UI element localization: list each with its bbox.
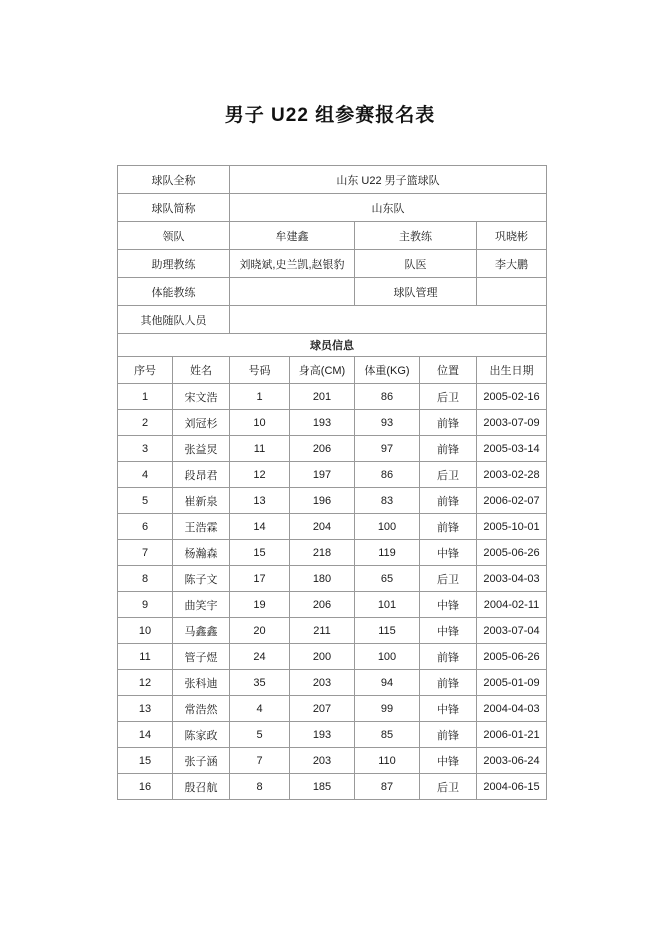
player-name-cell: 王浩霖 — [173, 514, 230, 540]
players-section-title: 球员信息 — [118, 334, 547, 357]
player-birthdate-cell: 2005-06-26 — [477, 540, 547, 566]
table-row — [118, 488, 547, 514]
player-birthdate-cell: 2006-02-07 — [477, 488, 547, 514]
table-row — [118, 618, 547, 644]
player-name-cell: 宋文浩 — [173, 384, 230, 410]
player-weight-cell: 83 — [355, 488, 420, 514]
team-field-label: 队医 — [355, 250, 477, 278]
player-number-cell: 13 — [230, 488, 290, 514]
player-position-cell: 中锋 — [420, 748, 477, 774]
table-row — [118, 514, 547, 540]
player-index-cell: 16 — [118, 774, 173, 800]
player-birthdate-cell: 2003-07-09 — [477, 410, 547, 436]
player-height-cell: 207 — [290, 696, 355, 722]
team-field-label: 球队简称 — [118, 194, 230, 222]
player-weight-cell: 101 — [355, 592, 420, 618]
player-name-cell: 曲笑宇 — [173, 592, 230, 618]
player-weight-cell: 100 — [355, 644, 420, 670]
team-shortname-row — [118, 194, 547, 222]
player-name-cell: 管子煜 — [173, 644, 230, 670]
assistant-doctor-row — [118, 250, 547, 278]
player-position-cell: 前锋 — [420, 644, 477, 670]
player-position-cell: 前锋 — [420, 410, 477, 436]
player-birthdate-cell: 2006-01-21 — [477, 722, 547, 748]
registration-form — [117, 165, 546, 800]
table-row — [118, 436, 547, 462]
player-position-cell: 前锋 — [420, 436, 477, 462]
team-field-value: 牟建鑫 — [230, 222, 355, 250]
player-name-cell: 张子涵 — [173, 748, 230, 774]
table-row — [118, 592, 547, 618]
players-header-row — [118, 357, 547, 384]
player-height-cell: 185 — [290, 774, 355, 800]
player-index-cell: 7 — [118, 540, 173, 566]
team-field-label: 其他随队人员 — [118, 306, 230, 334]
table-row — [118, 722, 547, 748]
player-index-cell: 8 — [118, 566, 173, 592]
player-birthdate-cell: 2005-02-16 — [477, 384, 547, 410]
player-name-cell: 段昂君 — [173, 462, 230, 488]
leader-coach-row — [118, 222, 547, 250]
player-birthdate-cell: 2005-10-01 — [477, 514, 547, 540]
player-name-cell: 崔新泉 — [173, 488, 230, 514]
player-number-cell: 1 — [230, 384, 290, 410]
player-birthdate-cell: 2005-06-26 — [477, 644, 547, 670]
player-index-cell: 5 — [118, 488, 173, 514]
players-section-row — [118, 334, 547, 357]
player-position-cell: 后卫 — [420, 774, 477, 800]
player-position-cell: 中锋 — [420, 618, 477, 644]
player-weight-cell: 99 — [355, 696, 420, 722]
player-number-cell: 5 — [230, 722, 290, 748]
player-height-cell: 218 — [290, 540, 355, 566]
player-weight-cell: 97 — [355, 436, 420, 462]
player-name-cell: 常浩然 — [173, 696, 230, 722]
player-height-cell: 206 — [290, 436, 355, 462]
table-row — [118, 410, 547, 436]
player-position-cell: 前锋 — [420, 722, 477, 748]
player-number-cell: 12 — [230, 462, 290, 488]
table-row — [118, 566, 547, 592]
player-index-cell: 1 — [118, 384, 173, 410]
player-height-cell: 206 — [290, 592, 355, 618]
player-index-cell: 12 — [118, 670, 173, 696]
player-name-cell: 陈子文 — [173, 566, 230, 592]
player-index-cell: 6 — [118, 514, 173, 540]
player-birthdate-cell: 2003-07-04 — [477, 618, 547, 644]
player-birthdate-cell: 2005-01-09 — [477, 670, 547, 696]
other-staff-row — [118, 306, 547, 334]
table-row — [118, 462, 547, 488]
player-index-cell: 14 — [118, 722, 173, 748]
player-height-cell: 200 — [290, 644, 355, 670]
player-height-cell: 204 — [290, 514, 355, 540]
player-index-cell: 4 — [118, 462, 173, 488]
registration-table — [117, 165, 547, 800]
player-index-cell: 2 — [118, 410, 173, 436]
column-header: 号码 — [230, 357, 290, 384]
player-index-cell: 10 — [118, 618, 173, 644]
player-number-cell: 14 — [230, 514, 290, 540]
player-weight-cell: 86 — [355, 462, 420, 488]
player-height-cell: 193 — [290, 410, 355, 436]
player-name-cell: 马鑫鑫 — [173, 618, 230, 644]
player-number-cell: 19 — [230, 592, 290, 618]
player-position-cell: 后卫 — [420, 566, 477, 592]
team-field-label: 球队全称 — [118, 166, 230, 194]
team-field-value: 山东队 — [230, 194, 547, 222]
player-height-cell: 201 — [290, 384, 355, 410]
player-number-cell: 24 — [230, 644, 290, 670]
column-header: 出生日期 — [477, 357, 547, 384]
column-header: 位置 — [420, 357, 477, 384]
player-height-cell: 203 — [290, 748, 355, 774]
player-number-cell: 20 — [230, 618, 290, 644]
player-position-cell: 前锋 — [420, 514, 477, 540]
team-field-value: 李大鹏 — [477, 250, 547, 278]
team-field-label: 领队 — [118, 222, 230, 250]
player-weight-cell: 65 — [355, 566, 420, 592]
column-header: 姓名 — [173, 357, 230, 384]
player-name-cell: 张益炅 — [173, 436, 230, 462]
players-table-body — [118, 384, 547, 800]
fitness-manager-row — [118, 278, 547, 306]
team-field-value: 巩晓彬 — [477, 222, 547, 250]
player-weight-cell: 86 — [355, 384, 420, 410]
player-position-cell: 中锋 — [420, 540, 477, 566]
player-number-cell: 17 — [230, 566, 290, 592]
player-weight-cell: 110 — [355, 748, 420, 774]
team-field-value — [230, 306, 547, 334]
player-name-cell: 张科迪 — [173, 670, 230, 696]
player-weight-cell: 119 — [355, 540, 420, 566]
player-height-cell: 180 — [290, 566, 355, 592]
team-field-label: 助理教练 — [118, 250, 230, 278]
player-birthdate-cell: 2003-02-28 — [477, 462, 547, 488]
team-field-label: 球队管理 — [355, 278, 477, 306]
player-index-cell: 11 — [118, 644, 173, 670]
player-height-cell: 196 — [290, 488, 355, 514]
player-name-cell: 刘冠杉 — [173, 410, 230, 436]
team-name-row — [118, 166, 547, 194]
player-index-cell: 9 — [118, 592, 173, 618]
player-number-cell: 8 — [230, 774, 290, 800]
player-weight-cell: 85 — [355, 722, 420, 748]
team-field-label: 体能教练 — [118, 278, 230, 306]
player-height-cell: 197 — [290, 462, 355, 488]
page-title: 男子 U22 组参赛报名表 — [224, 105, 436, 126]
team-field-value — [230, 278, 355, 306]
player-position-cell: 前锋 — [420, 670, 477, 696]
player-name-cell: 殷召航 — [173, 774, 230, 800]
column-header: 序号 — [118, 357, 173, 384]
player-birthdate-cell: 2004-02-11 — [477, 592, 547, 618]
player-name-cell: 陈家政 — [173, 722, 230, 748]
player-number-cell: 35 — [230, 670, 290, 696]
player-height-cell: 203 — [290, 670, 355, 696]
team-field-value: 山东 U22 男子篮球队 — [230, 166, 547, 194]
player-birthdate-cell: 2004-06-15 — [477, 774, 547, 800]
player-position-cell: 后卫 — [420, 462, 477, 488]
player-weight-cell: 87 — [355, 774, 420, 800]
table-row — [118, 540, 547, 566]
player-position-cell: 后卫 — [420, 384, 477, 410]
player-birthdate-cell: 2005-03-14 — [477, 436, 547, 462]
player-weight-cell: 115 — [355, 618, 420, 644]
player-birthdate-cell: 2003-04-03 — [477, 566, 547, 592]
player-number-cell: 15 — [230, 540, 290, 566]
player-number-cell: 11 — [230, 436, 290, 462]
player-number-cell: 7 — [230, 748, 290, 774]
column-header: 身高(CM) — [290, 357, 355, 384]
table-row — [118, 670, 547, 696]
team-field-value: 刘晓斌,史兰凯,赵银豹 — [230, 250, 355, 278]
table-row — [118, 644, 547, 670]
team-field-label: 主教练 — [355, 222, 477, 250]
team-field-value — [477, 278, 547, 306]
player-number-cell: 4 — [230, 696, 290, 722]
player-name-cell: 杨瀚森 — [173, 540, 230, 566]
table-row — [118, 748, 547, 774]
player-number-cell: 10 — [230, 410, 290, 436]
player-weight-cell: 93 — [355, 410, 420, 436]
player-weight-cell: 100 — [355, 514, 420, 540]
player-index-cell: 15 — [118, 748, 173, 774]
table-row — [118, 696, 547, 722]
table-row — [118, 774, 547, 800]
player-birthdate-cell: 2003-06-24 — [477, 748, 547, 774]
player-position-cell: 中锋 — [420, 592, 477, 618]
player-birthdate-cell: 2004-04-03 — [477, 696, 547, 722]
player-height-cell: 211 — [290, 618, 355, 644]
player-weight-cell: 94 — [355, 670, 420, 696]
player-height-cell: 193 — [290, 722, 355, 748]
column-header: 体重(KG) — [355, 357, 420, 384]
table-row — [118, 384, 547, 410]
player-index-cell: 3 — [118, 436, 173, 462]
player-position-cell: 前锋 — [420, 488, 477, 514]
player-index-cell: 13 — [118, 696, 173, 722]
player-position-cell: 中锋 — [420, 696, 477, 722]
